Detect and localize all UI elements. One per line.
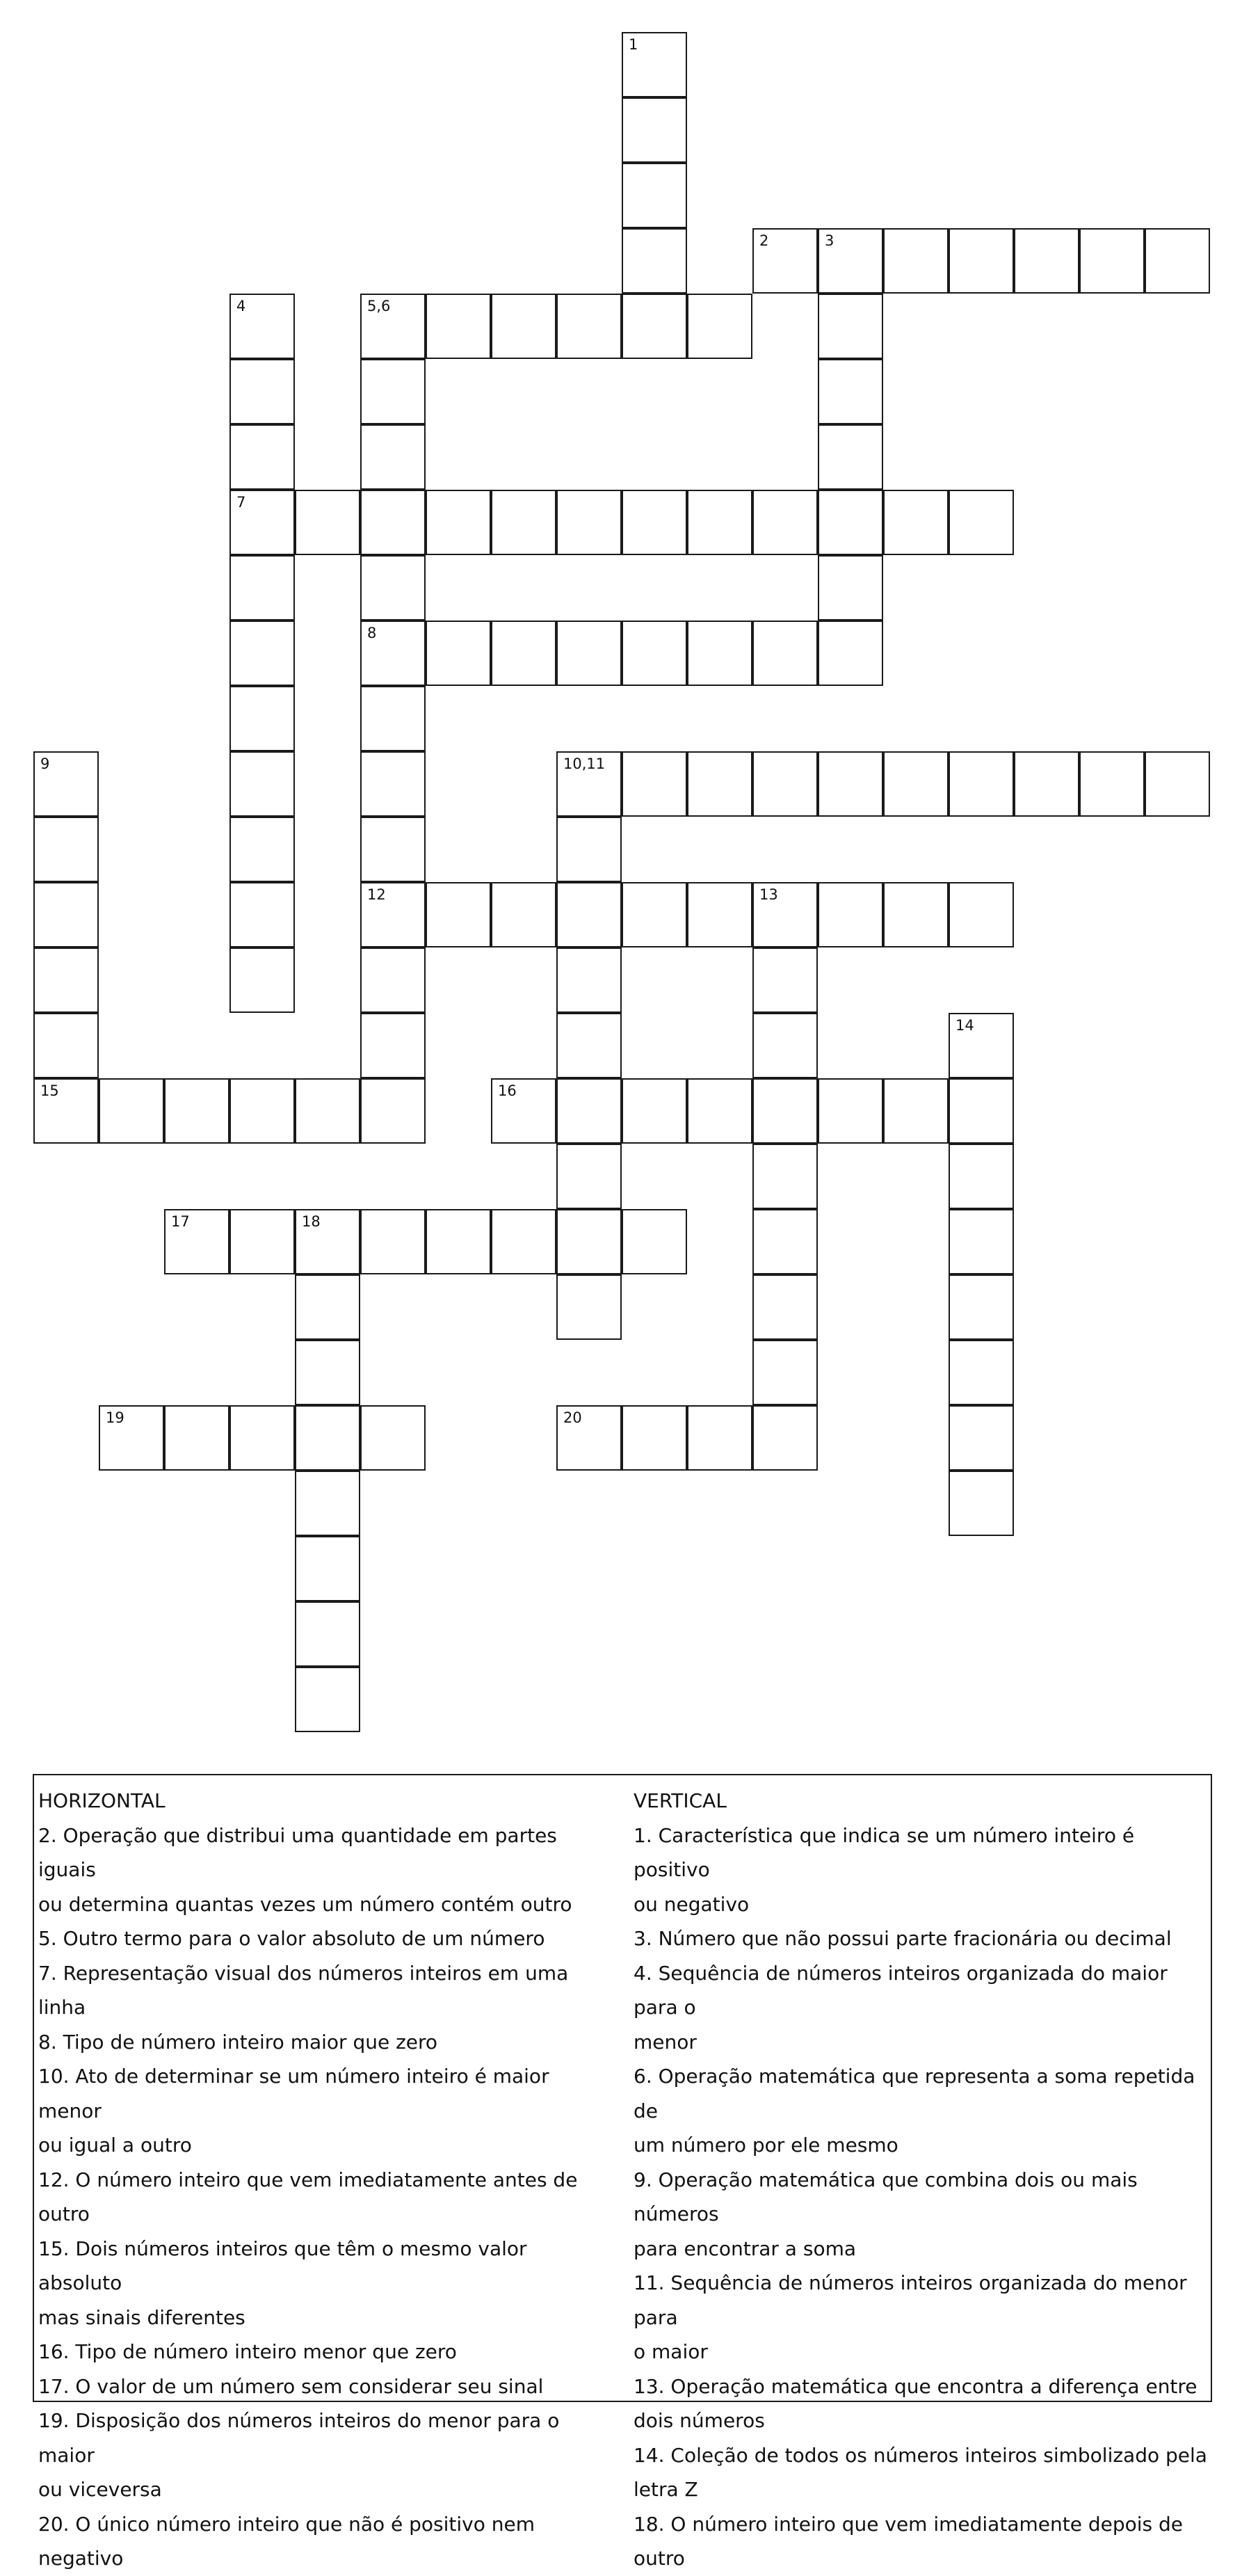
crossword-cell[interactable] xyxy=(360,621,426,686)
crossword-cell[interactable] xyxy=(426,1209,491,1274)
crossword-cell[interactable] xyxy=(491,1209,556,1274)
crossword-cell[interactable] xyxy=(1145,228,1210,294)
crossword-cell[interactable] xyxy=(949,1013,1014,1078)
crossword-cell[interactable] xyxy=(99,1078,164,1144)
horizontal-clue-line: ou igual a outro xyxy=(38,2134,192,2157)
vertical-clue-line: 11. Sequência de números inteiros organizada do menor para xyxy=(634,2271,1187,2329)
crossword-cell[interactable] xyxy=(556,1013,622,1078)
horizontal-clues xyxy=(38,1784,615,2576)
crossword-cell[interactable] xyxy=(295,1274,360,1340)
clue-number: 20 xyxy=(563,1409,582,1426)
clue-number: 3 xyxy=(825,232,834,249)
vertical-clue-line: 4. Sequência de números inteiros organizada do maior para o xyxy=(634,1961,1168,2019)
crossword-cell[interactable] xyxy=(818,882,883,947)
crossword-cell[interactable] xyxy=(295,1536,360,1601)
crossword-cell[interactable] xyxy=(622,751,687,817)
crossword-cell[interactable] xyxy=(99,1405,164,1471)
crossword-cell[interactable] xyxy=(752,1405,818,1471)
crossword-cell[interactable] xyxy=(752,1274,818,1340)
vertical-clue-line: 9. Operação matemática que combina dois ou mais números xyxy=(634,2168,1138,2225)
crossword-cell[interactable] xyxy=(360,686,426,751)
horizontal-clue-line: 8. Tipo de número inteiro maior que zero xyxy=(38,2030,438,2054)
crossword-cell[interactable] xyxy=(818,228,883,294)
crossword-cell[interactable] xyxy=(949,1471,1014,1536)
crossword-cell[interactable] xyxy=(752,1013,818,1078)
crossword-cell[interactable] xyxy=(687,751,752,817)
crossword-cell[interactable] xyxy=(360,1209,426,1274)
crossword-cell[interactable] xyxy=(229,1405,295,1471)
crossword-cell[interactable] xyxy=(818,359,883,424)
clue-number: 10,11 xyxy=(563,755,606,772)
crossword-cell[interactable] xyxy=(949,882,1014,947)
crossword-cell[interactable] xyxy=(752,228,818,294)
crossword-cell[interactable] xyxy=(622,1078,687,1144)
crossword-cell[interactable] xyxy=(752,1078,818,1144)
crossword-cell[interactable] xyxy=(752,1144,818,1209)
crossword-cell[interactable] xyxy=(883,228,949,294)
crossword-cell[interactable] xyxy=(622,490,687,555)
crossword-cell[interactable] xyxy=(556,1405,622,1471)
crossword-cell[interactable] xyxy=(229,882,295,947)
clue-number: 17 xyxy=(171,1213,190,1230)
vertical-clue-line: 3. Número que não possui parte fracionária ou decimal xyxy=(634,1927,1172,1950)
crossword-cell[interactable] xyxy=(229,621,295,686)
crossword-cell[interactable] xyxy=(33,1078,99,1144)
crossword-cell[interactable] xyxy=(752,751,818,817)
crossword-cell[interactable] xyxy=(622,1209,687,1274)
vertical-clue-line: 13. Operação matemática que encontra a diferença entre xyxy=(634,2374,1197,2398)
crossword-cell[interactable] xyxy=(360,359,426,424)
horizontal-clue-line: 17. O valor de um número sem considerar seu sinal xyxy=(38,2374,544,2398)
crossword-cell[interactable] xyxy=(295,1405,360,1471)
crossword-cell[interactable] xyxy=(426,882,491,947)
crossword-cell[interactable] xyxy=(883,882,949,947)
crossword-cell[interactable] xyxy=(752,882,818,947)
crossword-cell[interactable] xyxy=(556,1078,622,1144)
crossword-cell[interactable] xyxy=(33,817,99,882)
crossword-cell[interactable] xyxy=(360,1013,426,1078)
clues-panel xyxy=(33,1774,1212,2570)
vertical-clue-line: 1. Característica que indica se um número inteiro é positivo xyxy=(634,1823,1135,1881)
crossword-cell[interactable] xyxy=(556,621,622,686)
horizontal-clue-line: 10. Ato de determinar se um número inteiro é maior menor xyxy=(38,2065,549,2122)
crossword-cell[interactable] xyxy=(622,621,687,686)
crossword-cell[interactable] xyxy=(360,490,426,555)
crossword-cell[interactable] xyxy=(949,1274,1014,1340)
vertical-clue-line: 6. Operação matemática que representa a soma repetida de xyxy=(634,2065,1195,2122)
clue-number: 9 xyxy=(40,755,50,772)
crossword-cell[interactable] xyxy=(949,1078,1014,1144)
horizontal-clue-line: 16. Tipo de número inteiro menor que zero xyxy=(38,2340,457,2363)
crossword-cell[interactable] xyxy=(752,1209,818,1274)
crossword-cell[interactable] xyxy=(949,228,1014,294)
crossword-cell[interactable] xyxy=(556,1209,622,1274)
horizontal-clue-line: 20. O único número inteiro que não é positivo nem negativo xyxy=(38,2512,535,2570)
vertical-clue-line: um número por ele mesmo xyxy=(634,2134,898,2157)
crossword-cell[interactable] xyxy=(622,882,687,947)
crossword-cell[interactable] xyxy=(818,751,883,817)
crossword-cell[interactable] xyxy=(818,424,883,490)
clue-number: 12 xyxy=(367,886,386,903)
vertical-clue-line: 14. Coleção de todos os números inteiros simbolizado pela xyxy=(634,2443,1207,2467)
crossword-cell[interactable] xyxy=(360,424,426,490)
crossword-cell[interactable] xyxy=(622,163,687,228)
crossword-cell[interactable] xyxy=(883,751,949,817)
crossword-cell[interactable] xyxy=(360,817,426,882)
vertical-clue-line: ou negativo xyxy=(634,1892,750,1916)
vertical-clue-line: para encontrar a soma xyxy=(634,2237,857,2260)
crossword-cell[interactable] xyxy=(752,1340,818,1405)
crossword-cell[interactable] xyxy=(360,1078,426,1144)
clue-number: 1 xyxy=(629,36,638,53)
crossword-cell[interactable] xyxy=(229,751,295,817)
crossword-cell[interactable] xyxy=(295,1667,360,1732)
crossword-cell[interactable] xyxy=(687,882,752,947)
horizontal-clue-line: 15. Dois números inteiros que têm o mesmo valor absoluto xyxy=(38,2237,527,2294)
crossword-cell[interactable] xyxy=(229,947,295,1013)
crossword-cell[interactable] xyxy=(164,1209,229,1274)
crossword-cell[interactable] xyxy=(491,1078,556,1144)
crossword-cell[interactable] xyxy=(687,294,752,359)
crossword-cell[interactable] xyxy=(883,490,949,555)
horizontal-clue-line: mas sinais diferentes xyxy=(38,2305,245,2329)
clue-number: 13 xyxy=(759,886,778,903)
crossword-cell[interactable] xyxy=(949,490,1014,555)
crossword-cell[interactable] xyxy=(556,751,622,817)
clue-number: 19 xyxy=(106,1409,124,1426)
crossword-cell[interactable] xyxy=(229,555,295,621)
crossword-cell[interactable] xyxy=(491,882,556,947)
crossword-cell[interactable] xyxy=(360,947,426,1013)
crossword-cell[interactable] xyxy=(491,294,556,359)
vertical-clue-line: o maior xyxy=(634,2340,708,2363)
crossword-cell[interactable] xyxy=(622,32,687,97)
crossword-cell[interactable] xyxy=(1079,228,1145,294)
crossword-cell[interactable] xyxy=(818,294,883,359)
crossword-cell[interactable] xyxy=(295,1340,360,1405)
crossword-cell[interactable] xyxy=(295,1471,360,1536)
crossword-cell[interactable] xyxy=(360,1405,426,1471)
vertical-clue-line: menor xyxy=(634,2030,697,2054)
vertical-heading: VERTICAL xyxy=(634,1789,727,1812)
crossword-cell[interactable] xyxy=(426,621,491,686)
crossword-cell[interactable] xyxy=(752,490,818,555)
crossword-cell[interactable] xyxy=(360,882,426,947)
clue-number: 8 xyxy=(367,625,377,641)
crossword-cell[interactable] xyxy=(622,97,687,163)
vertical-clue-line: 18. O número inteiro que vem imediatamente depois de outro xyxy=(634,2512,1184,2570)
crossword-cell[interactable] xyxy=(164,1078,229,1144)
crossword-cell[interactable] xyxy=(949,1405,1014,1471)
crossword-cell[interactable] xyxy=(949,751,1014,817)
crossword-cell[interactable] xyxy=(556,490,622,555)
crossword-cell[interactable] xyxy=(949,1209,1014,1274)
crossword-cell[interactable] xyxy=(33,947,99,1013)
horizontal-clue-line: 7. Representação visual dos números inteiros em uma linha xyxy=(38,1961,569,2019)
crossword-cell[interactable] xyxy=(229,424,295,490)
crossword-cell[interactable] xyxy=(229,490,295,555)
crossword-cell[interactable] xyxy=(949,1144,1014,1209)
crossword-cell[interactable] xyxy=(360,294,426,359)
crossword-cell[interactable] xyxy=(33,882,99,947)
crossword-cell[interactable] xyxy=(295,490,360,555)
crossword-cell[interactable] xyxy=(752,621,818,686)
crossword-cell[interactable] xyxy=(229,686,295,751)
crossword-cell[interactable] xyxy=(687,1405,752,1471)
crossword-cell[interactable] xyxy=(426,294,491,359)
crossword-cell[interactable] xyxy=(949,1340,1014,1405)
crossword-cell[interactable] xyxy=(360,751,426,817)
horizontal-heading: HORIZONTAL xyxy=(38,1789,166,1812)
crossword-cell[interactable] xyxy=(622,1405,687,1471)
crossword-cell[interactable] xyxy=(295,1601,360,1667)
crossword-cell[interactable] xyxy=(818,490,883,555)
crossword-cell[interactable] xyxy=(883,1078,949,1144)
crossword-cell[interactable] xyxy=(229,359,295,424)
crossword-cell[interactable] xyxy=(295,1209,360,1274)
crossword-cell[interactable] xyxy=(622,294,687,359)
clue-number: 4 xyxy=(236,298,246,314)
clue-number: 5,6 xyxy=(367,298,391,314)
vertical-clue-line: letra Z xyxy=(634,2478,698,2501)
clue-number: 15 xyxy=(40,1082,59,1099)
crossword-cell[interactable] xyxy=(687,621,752,686)
clue-number: 7 xyxy=(236,494,246,511)
crossword-cell[interactable] xyxy=(295,1078,360,1144)
crossword-cell[interactable] xyxy=(229,294,295,359)
crossword-cell[interactable] xyxy=(360,555,426,621)
crossword-cell[interactable] xyxy=(491,490,556,555)
crossword-cell[interactable] xyxy=(622,228,687,294)
crossword-cell[interactable] xyxy=(229,1209,295,1274)
crossword-cell[interactable] xyxy=(426,490,491,555)
crossword-cell[interactable] xyxy=(556,947,622,1013)
crossword-cell[interactable] xyxy=(556,817,622,882)
crossword-cell[interactable] xyxy=(491,621,556,686)
crossword-cell[interactable] xyxy=(818,555,883,621)
crossword-cell[interactable] xyxy=(1145,751,1210,817)
crossword-cell[interactable] xyxy=(818,1078,883,1144)
crossword-cell[interactable] xyxy=(229,1078,295,1144)
horizontal-clue-line: ou determina quantas vezes um número contém outro xyxy=(38,1892,572,1916)
clue-number: 18 xyxy=(302,1213,321,1230)
crossword-cell[interactable] xyxy=(33,1013,99,1078)
crossword-cell[interactable] xyxy=(229,817,295,882)
horizontal-clue-line: ou viceversa xyxy=(38,2478,162,2501)
crossword-cell[interactable] xyxy=(1014,751,1079,817)
horizontal-clue-line: 12. O número inteiro que vem imediatamente antes de outro xyxy=(38,2168,578,2225)
crossword-cell[interactable] xyxy=(556,294,622,359)
horizontal-clue-line: 2. Operação que distribui uma quantidade em partes iguais xyxy=(38,1823,557,1881)
crossword-cell[interactable] xyxy=(33,751,99,817)
crossword-cell[interactable] xyxy=(556,882,622,947)
clue-number: 2 xyxy=(759,232,769,249)
vertical-clues xyxy=(634,1784,1211,2576)
vertical-clue-line: dois números xyxy=(634,2409,765,2432)
horizontal-clue-line: 19. Disposição dos números inteiros do menor para o maior xyxy=(38,2409,560,2467)
horizontal-clue-line: 5. Outro termo para o valor absoluto de um número xyxy=(38,1927,545,1950)
clue-number: 16 xyxy=(498,1082,517,1099)
crossword-cell[interactable] xyxy=(556,1144,622,1209)
crossword-cell[interactable] xyxy=(687,490,752,555)
crossword-cell[interactable] xyxy=(752,947,818,1013)
crossword-cell[interactable] xyxy=(1079,751,1145,817)
crossword-cell[interactable] xyxy=(687,1078,752,1144)
crossword-cell[interactable] xyxy=(556,1274,622,1340)
crossword-cell[interactable] xyxy=(164,1405,229,1471)
crossword-cell[interactable] xyxy=(818,621,883,686)
clue-number: 14 xyxy=(955,1017,974,1034)
crossword-cell[interactable] xyxy=(1014,228,1079,294)
